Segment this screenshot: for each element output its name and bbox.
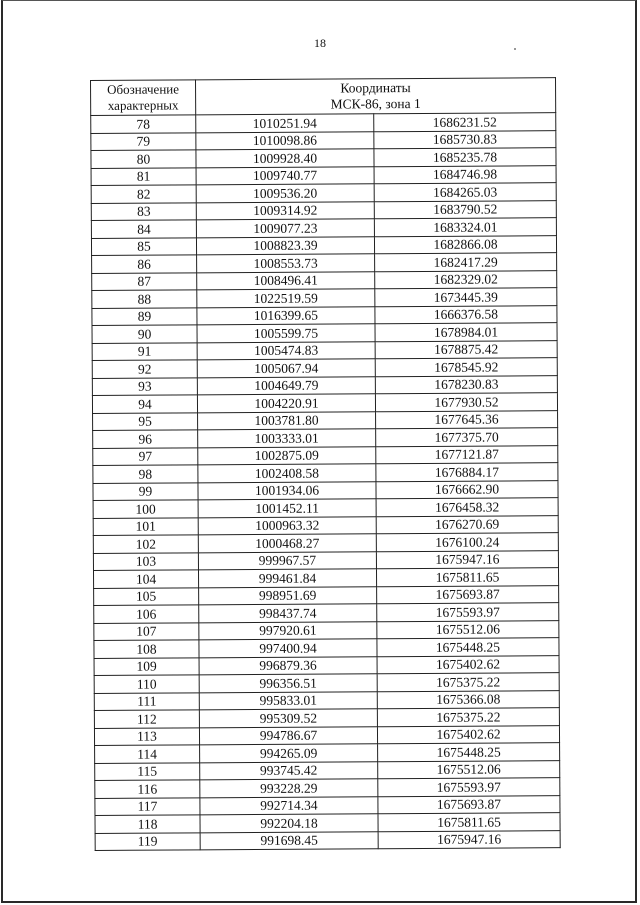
x-coordinate-cell: 1010251.94	[196, 114, 374, 133]
x-coordinate-cell: 1004649.79	[197, 376, 375, 395]
y-coordinate-cell: 1666376.58	[375, 305, 557, 324]
x-coordinate-cell: 991698.45	[200, 831, 378, 850]
point-number-cell: 97	[93, 447, 198, 465]
table-row	[94, 655, 559, 675]
y-coordinate-cell: 1677930.52	[375, 393, 557, 412]
y-coordinate-cell: 1676458.32	[376, 498, 558, 517]
point-number-cell: 118	[95, 815, 200, 833]
header-point-line2: характерных	[107, 97, 179, 113]
header-point-designation	[91, 80, 196, 116]
x-coordinate-cell: 1010098.86	[196, 131, 374, 150]
x-coordinate-cell: 1009077.23	[196, 219, 374, 238]
point-number-cell: 117	[95, 797, 200, 815]
table-row	[93, 550, 558, 570]
table-row	[95, 830, 560, 850]
table-row	[94, 620, 559, 640]
point-number-cell: 119	[95, 832, 200, 850]
y-coordinate-cell: 1677375.70	[376, 428, 558, 447]
table-row	[91, 235, 556, 255]
table-row	[91, 218, 556, 238]
y-coordinate-cell: 1678230.83	[375, 375, 557, 394]
point-number-cell: 99	[93, 482, 198, 500]
point-number-cell: 96	[93, 430, 198, 448]
y-coordinate-cell: 1676884.17	[376, 463, 558, 482]
table-row	[91, 113, 556, 133]
point-number-cell: 107	[94, 622, 199, 640]
table-row	[94, 673, 559, 693]
y-coordinate-cell: 1675593.97	[377, 603, 559, 622]
point-number-cell: 82	[91, 185, 196, 203]
y-coordinate-cell: 1675366.08	[377, 690, 559, 709]
y-coordinate-cell: 1675375.22	[377, 673, 559, 692]
table-row	[93, 515, 558, 535]
table-row	[94, 690, 559, 710]
y-coordinate-cell: 1683324.01	[374, 218, 556, 237]
table-row	[94, 708, 559, 728]
header-coordinates-line2: МСК-86, зона 1	[330, 95, 421, 112]
point-number-cell: 114	[95, 745, 200, 763]
table-row	[92, 375, 557, 395]
table-row	[95, 760, 560, 780]
x-coordinate-cell: 999461.84	[198, 569, 376, 588]
y-coordinate-cell: 1675947.16	[376, 550, 558, 569]
point-number-cell: 83	[91, 202, 196, 220]
y-coordinate-cell: 1673445.39	[375, 288, 557, 307]
x-coordinate-cell: 1009314.92	[196, 201, 374, 220]
y-coordinate-cell: 1676270.69	[376, 515, 558, 534]
point-number-cell: 92	[92, 360, 197, 378]
y-coordinate-cell: 1677121.87	[376, 445, 558, 464]
point-number-cell: 89	[92, 307, 197, 325]
y-coordinate-cell: 1685235.78	[374, 148, 556, 167]
x-coordinate-cell: 995833.01	[199, 691, 377, 710]
x-coordinate-cell: 992204.18	[200, 814, 378, 833]
point-number-cell: 105	[94, 587, 199, 605]
y-coordinate-cell: 1686231.52	[374, 113, 556, 132]
header-coordinates	[196, 78, 556, 115]
table-row	[92, 340, 557, 360]
point-number-cell: 109	[94, 657, 199, 675]
point-number-cell: 102	[93, 535, 198, 553]
y-coordinate-cell: 1675512.06	[378, 760, 560, 779]
table-row	[95, 743, 560, 763]
table-row	[93, 410, 558, 430]
y-coordinate-cell: 1675402.62	[377, 655, 559, 674]
table-row	[93, 428, 558, 448]
table-row	[91, 200, 556, 220]
y-coordinate-cell: 1675375.22	[377, 708, 559, 727]
point-number-cell: 93	[92, 377, 197, 395]
point-number-cell: 106	[94, 605, 199, 623]
x-coordinate-cell: 999967.57	[198, 551, 376, 570]
x-coordinate-cell: 1003333.01	[198, 429, 376, 448]
point-number-cell: 108	[94, 640, 199, 658]
y-coordinate-cell: 1675593.97	[378, 778, 560, 797]
table-row	[91, 130, 556, 150]
header-point-line1: Обозначение	[107, 81, 180, 97]
y-coordinate-cell: 1685730.83	[374, 130, 556, 149]
x-coordinate-cell: 1004220.91	[197, 394, 375, 413]
table-row	[93, 445, 558, 465]
point-number-cell: 91	[92, 342, 197, 360]
table-row	[92, 323, 557, 343]
x-coordinate-cell: 993228.29	[200, 779, 378, 798]
x-coordinate-cell: 995309.52	[199, 709, 377, 728]
y-coordinate-cell: 1678984.01	[375, 323, 557, 342]
x-coordinate-cell: 1008823.39	[196, 236, 374, 255]
x-coordinate-cell: 1005474.83	[197, 341, 375, 360]
table-row	[94, 725, 559, 745]
x-coordinate-cell: 1000963.32	[198, 516, 376, 535]
x-coordinate-cell: 1001934.06	[198, 481, 376, 500]
y-coordinate-cell: 1678545.92	[375, 358, 557, 377]
table-row	[93, 533, 558, 553]
table-row	[92, 305, 557, 325]
table-row	[92, 393, 557, 413]
y-coordinate-cell: 1675811.65	[376, 568, 558, 587]
point-number-cell: 104	[93, 570, 198, 588]
x-coordinate-cell: 1003781.80	[198, 411, 376, 430]
x-coordinate-cell: 1009536.20	[196, 184, 374, 203]
point-number-cell: 101	[93, 517, 198, 535]
x-coordinate-cell: 1008496.41	[197, 271, 375, 290]
point-number-cell: 111	[94, 692, 199, 710]
y-coordinate-cell: 1675947.16	[378, 830, 560, 849]
point-number-cell: 86	[92, 255, 197, 273]
x-coordinate-cell: 994786.67	[199, 726, 377, 745]
point-number-cell: 87	[92, 272, 197, 290]
table-row	[95, 813, 560, 833]
table-row	[92, 288, 557, 308]
x-coordinate-cell: 1001452.11	[198, 499, 376, 518]
x-coordinate-cell: 1022519.59	[197, 289, 375, 308]
x-coordinate-cell: 998437.74	[199, 604, 377, 623]
y-coordinate-cell: 1676662.90	[376, 480, 558, 499]
table-row	[94, 603, 559, 623]
y-coordinate-cell: 1684265.03	[374, 183, 556, 202]
y-coordinate-cell: 1675811.65	[378, 813, 560, 832]
x-coordinate-cell: 1005599.75	[197, 324, 375, 343]
x-coordinate-cell: 996879.36	[199, 656, 377, 675]
table-row	[92, 358, 557, 378]
point-number-cell: 94	[92, 395, 197, 413]
x-coordinate-cell: 998951.69	[199, 586, 377, 605]
y-coordinate-cell: 1675448.25	[378, 743, 560, 762]
table-row	[93, 480, 558, 500]
y-coordinate-cell: 1675512.06	[377, 620, 559, 639]
y-coordinate-cell: 1676100.24	[376, 533, 558, 552]
table-row	[94, 638, 559, 658]
table-row	[95, 795, 560, 815]
table-row	[93, 463, 558, 483]
table-row	[93, 498, 558, 518]
y-coordinate-cell: 1682417.29	[375, 253, 557, 272]
point-number-cell: 115	[95, 762, 200, 780]
header-row	[91, 78, 556, 116]
point-number-cell: 113	[94, 727, 199, 745]
y-coordinate-cell: 1683790.52	[374, 200, 556, 219]
table-row	[94, 585, 559, 605]
table-row	[95, 778, 560, 798]
y-coordinate-cell: 1675693.87	[378, 795, 560, 814]
y-coordinate-cell: 1682866.08	[374, 235, 556, 254]
table-row	[92, 270, 557, 290]
scan-speck	[514, 48, 516, 50]
point-number-cell: 85	[91, 237, 196, 255]
x-coordinate-cell: 997400.94	[199, 639, 377, 658]
point-number-cell: 112	[94, 710, 199, 728]
point-number-cell: 100	[93, 500, 198, 518]
y-coordinate-cell: 1675402.62	[377, 725, 559, 744]
y-coordinate-cell: 1682329.02	[375, 270, 557, 289]
table-row	[91, 183, 556, 203]
x-coordinate-cell: 996356.51	[199, 674, 377, 693]
point-number-cell: 95	[93, 412, 198, 430]
x-coordinate-cell: 1016399.65	[197, 306, 375, 325]
x-coordinate-cell: 1005067.94	[197, 359, 375, 378]
y-coordinate-cell: 1684746.98	[374, 165, 556, 184]
x-coordinate-cell: 994265.09	[200, 744, 378, 763]
table-body	[91, 113, 560, 851]
point-number-cell: 81	[91, 167, 196, 185]
point-number-cell: 84	[91, 220, 196, 238]
point-number-cell: 110	[94, 675, 199, 693]
x-coordinate-cell: 997920.61	[199, 621, 377, 640]
table-row	[91, 165, 556, 185]
x-coordinate-cell: 1002408.58	[198, 464, 376, 483]
y-coordinate-cell: 1678875.42	[375, 340, 557, 359]
point-number-cell: 116	[95, 780, 200, 798]
y-coordinate-cell: 1675693.87	[377, 585, 559, 604]
table-row	[92, 253, 557, 273]
x-coordinate-cell: 1009740.77	[196, 166, 374, 185]
table-row	[91, 148, 556, 168]
point-number-cell: 79	[91, 132, 196, 150]
y-coordinate-cell: 1677645.36	[376, 410, 558, 429]
point-number-cell: 80	[91, 150, 196, 168]
table-header	[91, 78, 556, 116]
point-number-cell: 103	[93, 552, 198, 570]
x-coordinate-cell: 1002875.09	[198, 446, 376, 465]
point-number-cell: 88	[92, 290, 197, 308]
coordinates-table	[90, 77, 561, 851]
point-number-cell: 78	[91, 115, 196, 133]
page-number: 18	[314, 36, 326, 50]
y-coordinate-cell: 1675448.25	[377, 638, 559, 657]
table-row	[93, 568, 558, 588]
point-number-cell: 90	[92, 325, 197, 343]
header-coordinates-line1: Координаты	[340, 80, 411, 96]
x-coordinate-cell: 1000468.27	[198, 534, 376, 553]
x-coordinate-cell: 992714.34	[200, 796, 378, 815]
x-coordinate-cell: 993745.42	[200, 761, 378, 780]
x-coordinate-cell: 1009928.40	[196, 149, 374, 168]
point-number-cell: 98	[93, 465, 198, 483]
x-coordinate-cell: 1008553.73	[197, 254, 375, 273]
